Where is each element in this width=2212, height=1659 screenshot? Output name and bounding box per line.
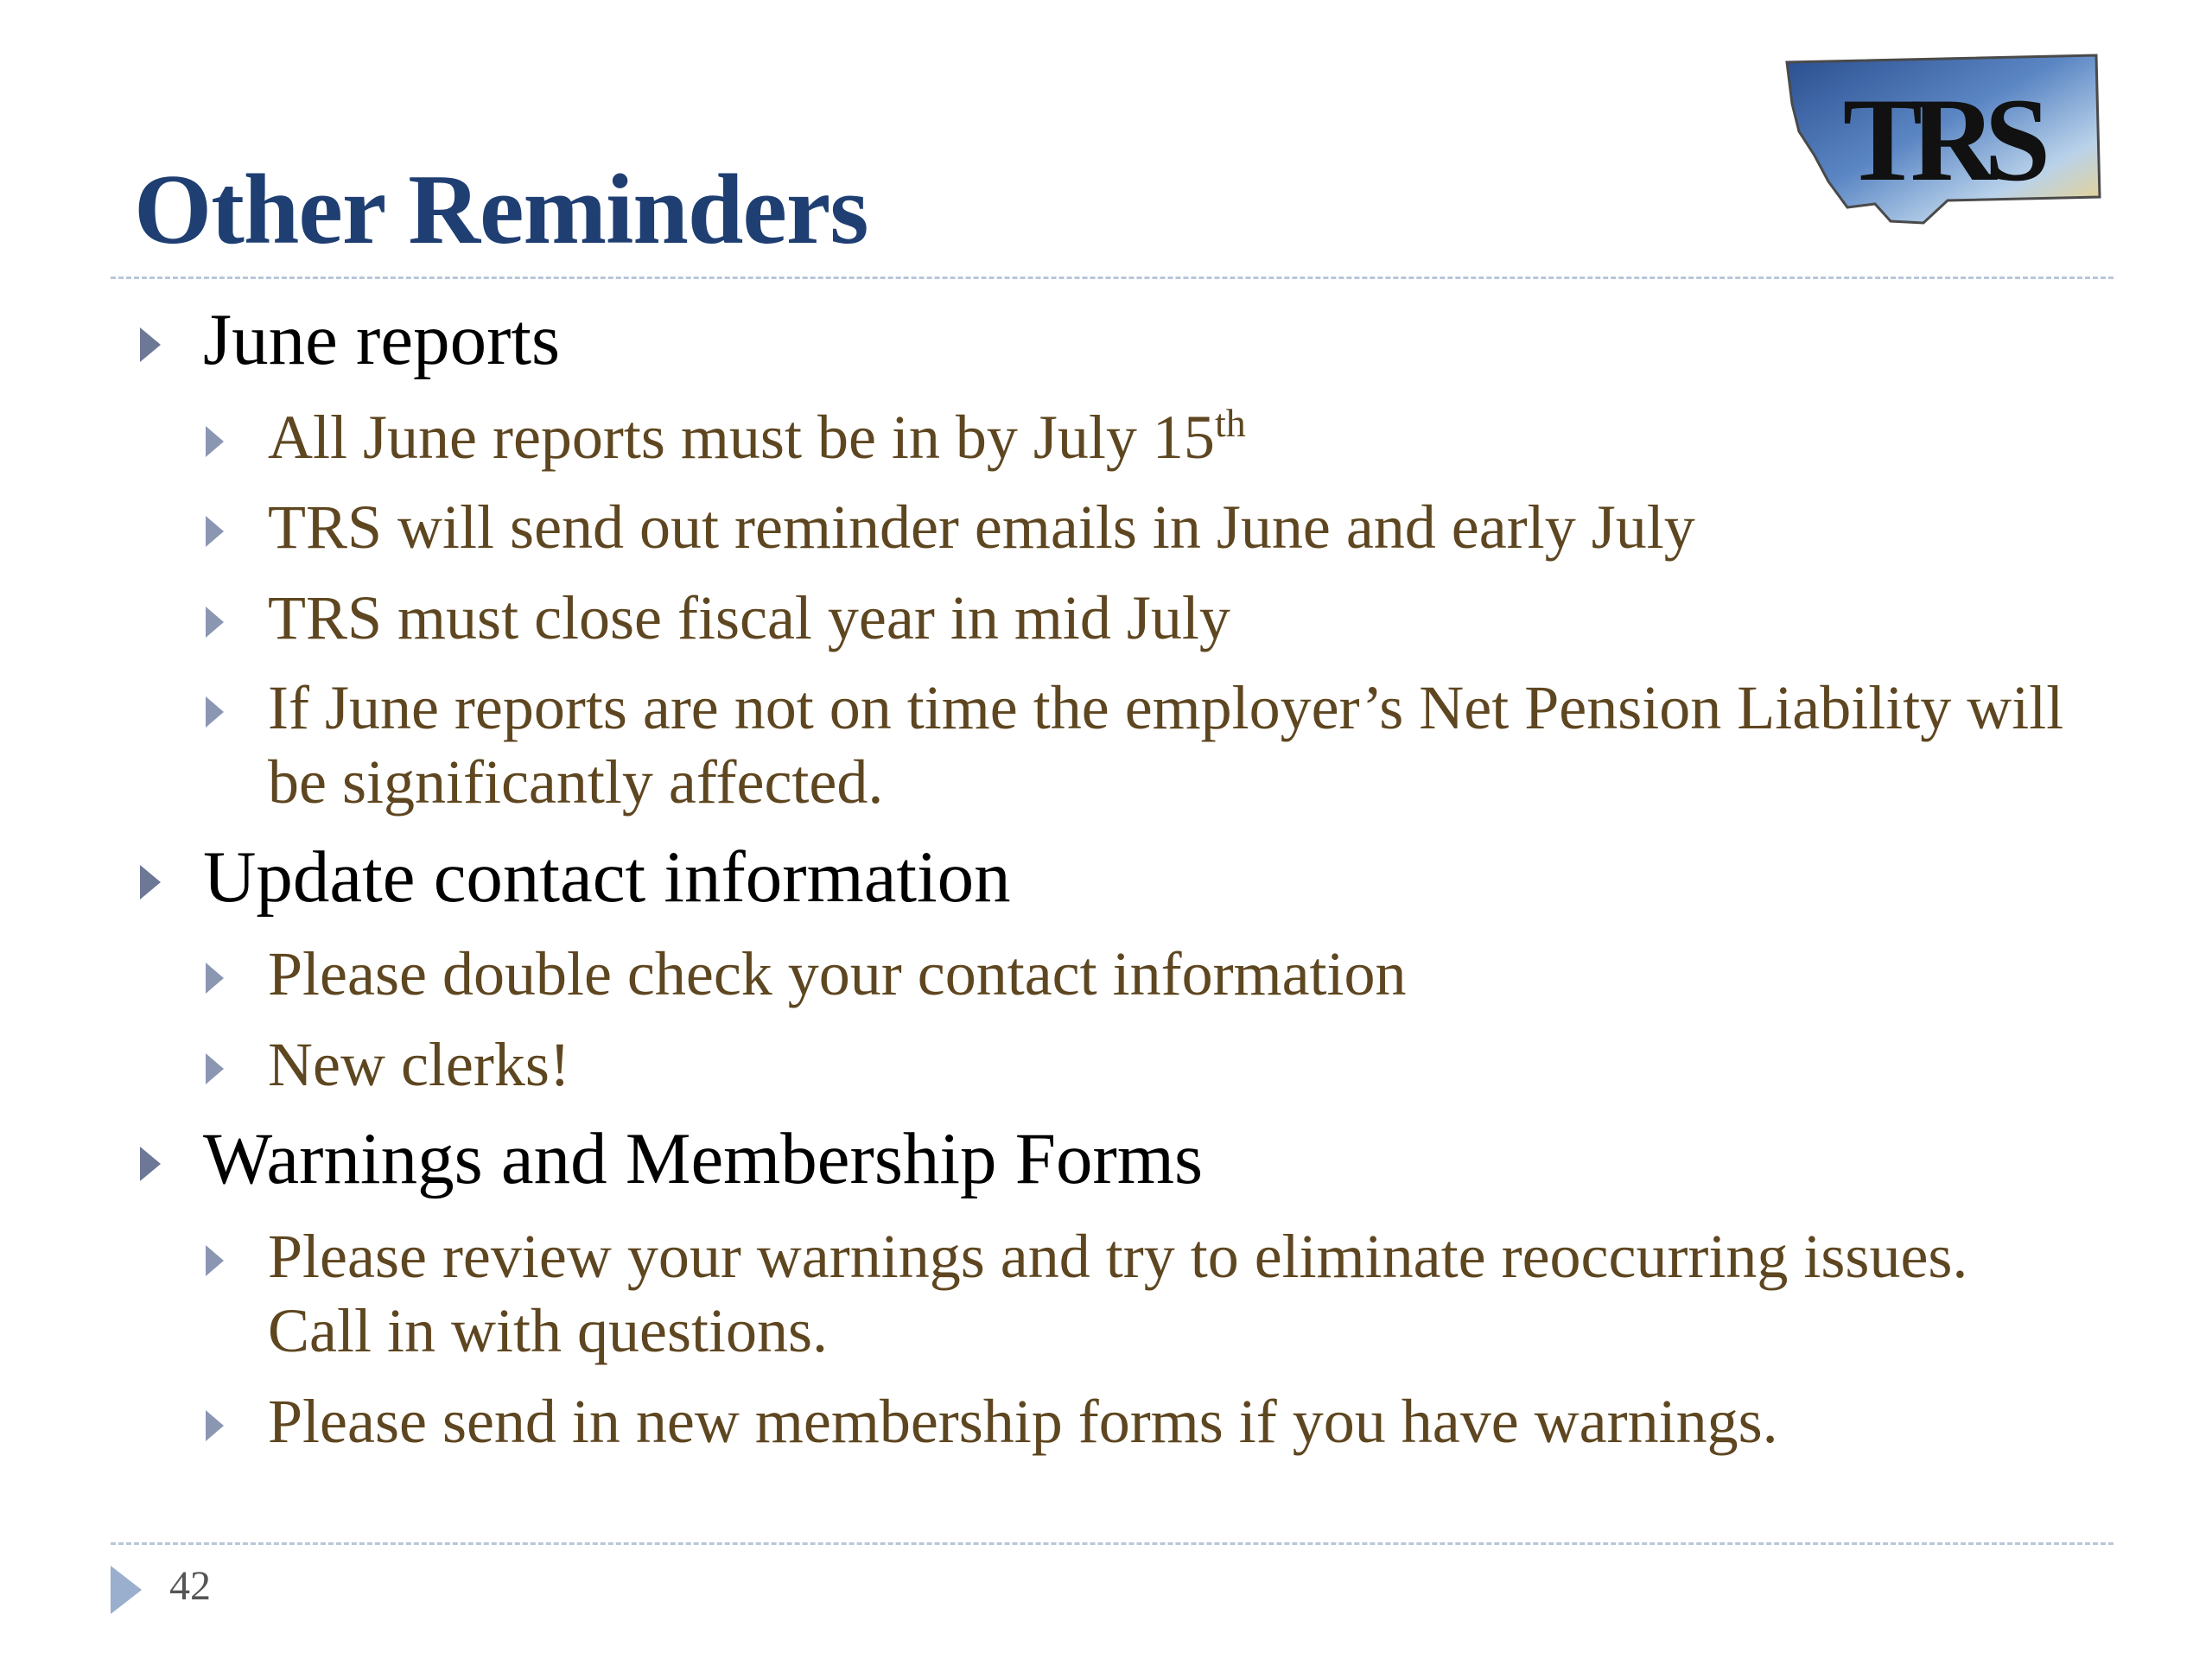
triangle-right-icon — [206, 696, 224, 728]
sub-bullet — [130, 490, 2082, 564]
bullet-label: June reports — [203, 299, 561, 380]
superscript: th — [1214, 400, 1246, 445]
sub-bullet-text: TRS must close fiscal year in mid July — [268, 582, 1230, 652]
sub-bullet — [130, 1027, 2082, 1102]
sub-bullet — [130, 581, 2082, 655]
bottom-divider — [111, 1542, 2113, 1545]
triangle-right-icon — [140, 327, 161, 362]
sub-bullet — [130, 1219, 2082, 1369]
sub-bullet-text: All June reports must be in by July 15 — [268, 402, 1215, 472]
triangle-right-icon — [206, 516, 224, 547]
page-title: Other Reminders — [134, 155, 868, 265]
sub-bullet — [130, 671, 2082, 820]
sub-bullet-text: If June reports are not on time the employer’s Net Pension Liability will be significantly affected. — [268, 672, 2064, 817]
sub-bullet-text: TRS will send out reminder emails in June and early July — [268, 493, 1695, 563]
triangle-right-icon — [206, 963, 224, 994]
bullet-warnings — [130, 1117, 2082, 1202]
sub-bullet-text: Please double check your contact information — [268, 939, 1407, 1009]
triangle-right-icon — [140, 865, 161, 899]
logo-text: TRS — [1842, 73, 2039, 206]
triangle-right-icon — [140, 1147, 161, 1181]
triangle-right-icon — [206, 1245, 224, 1276]
triangle-right-icon — [206, 1410, 224, 1441]
trs-logo — [1778, 52, 2107, 246]
sub-bullet — [130, 400, 2082, 474]
bullet-june-reports — [130, 298, 2082, 383]
triangle-right-icon — [206, 607, 224, 638]
sub-bullet — [130, 937, 2082, 1011]
sub-bullet-text: Please review your warnings and try to eliminate reoccurring issues. Call in with questions. — [268, 1221, 1968, 1366]
top-divider — [111, 276, 2113, 279]
sub-bullet-text: New clerks! — [268, 1029, 570, 1099]
footer-triangle-icon — [111, 1566, 142, 1614]
triangle-right-icon — [206, 1053, 224, 1084]
bullet-label: Update contact information — [203, 836, 1011, 918]
bullet-label: Warnings and Membership Forms — [203, 1118, 1204, 1200]
bullet-update-contact — [130, 836, 2082, 920]
page-number: 42 — [169, 1563, 211, 1609]
bullet-list — [130, 298, 2082, 1474]
triangle-right-icon — [206, 426, 224, 457]
sub-bullet-text: Please send in new membership forms if you have warnings. — [268, 1386, 1778, 1456]
sub-bullet — [130, 1384, 2082, 1459]
montana-trs-logo-icon — [1778, 52, 2107, 246]
